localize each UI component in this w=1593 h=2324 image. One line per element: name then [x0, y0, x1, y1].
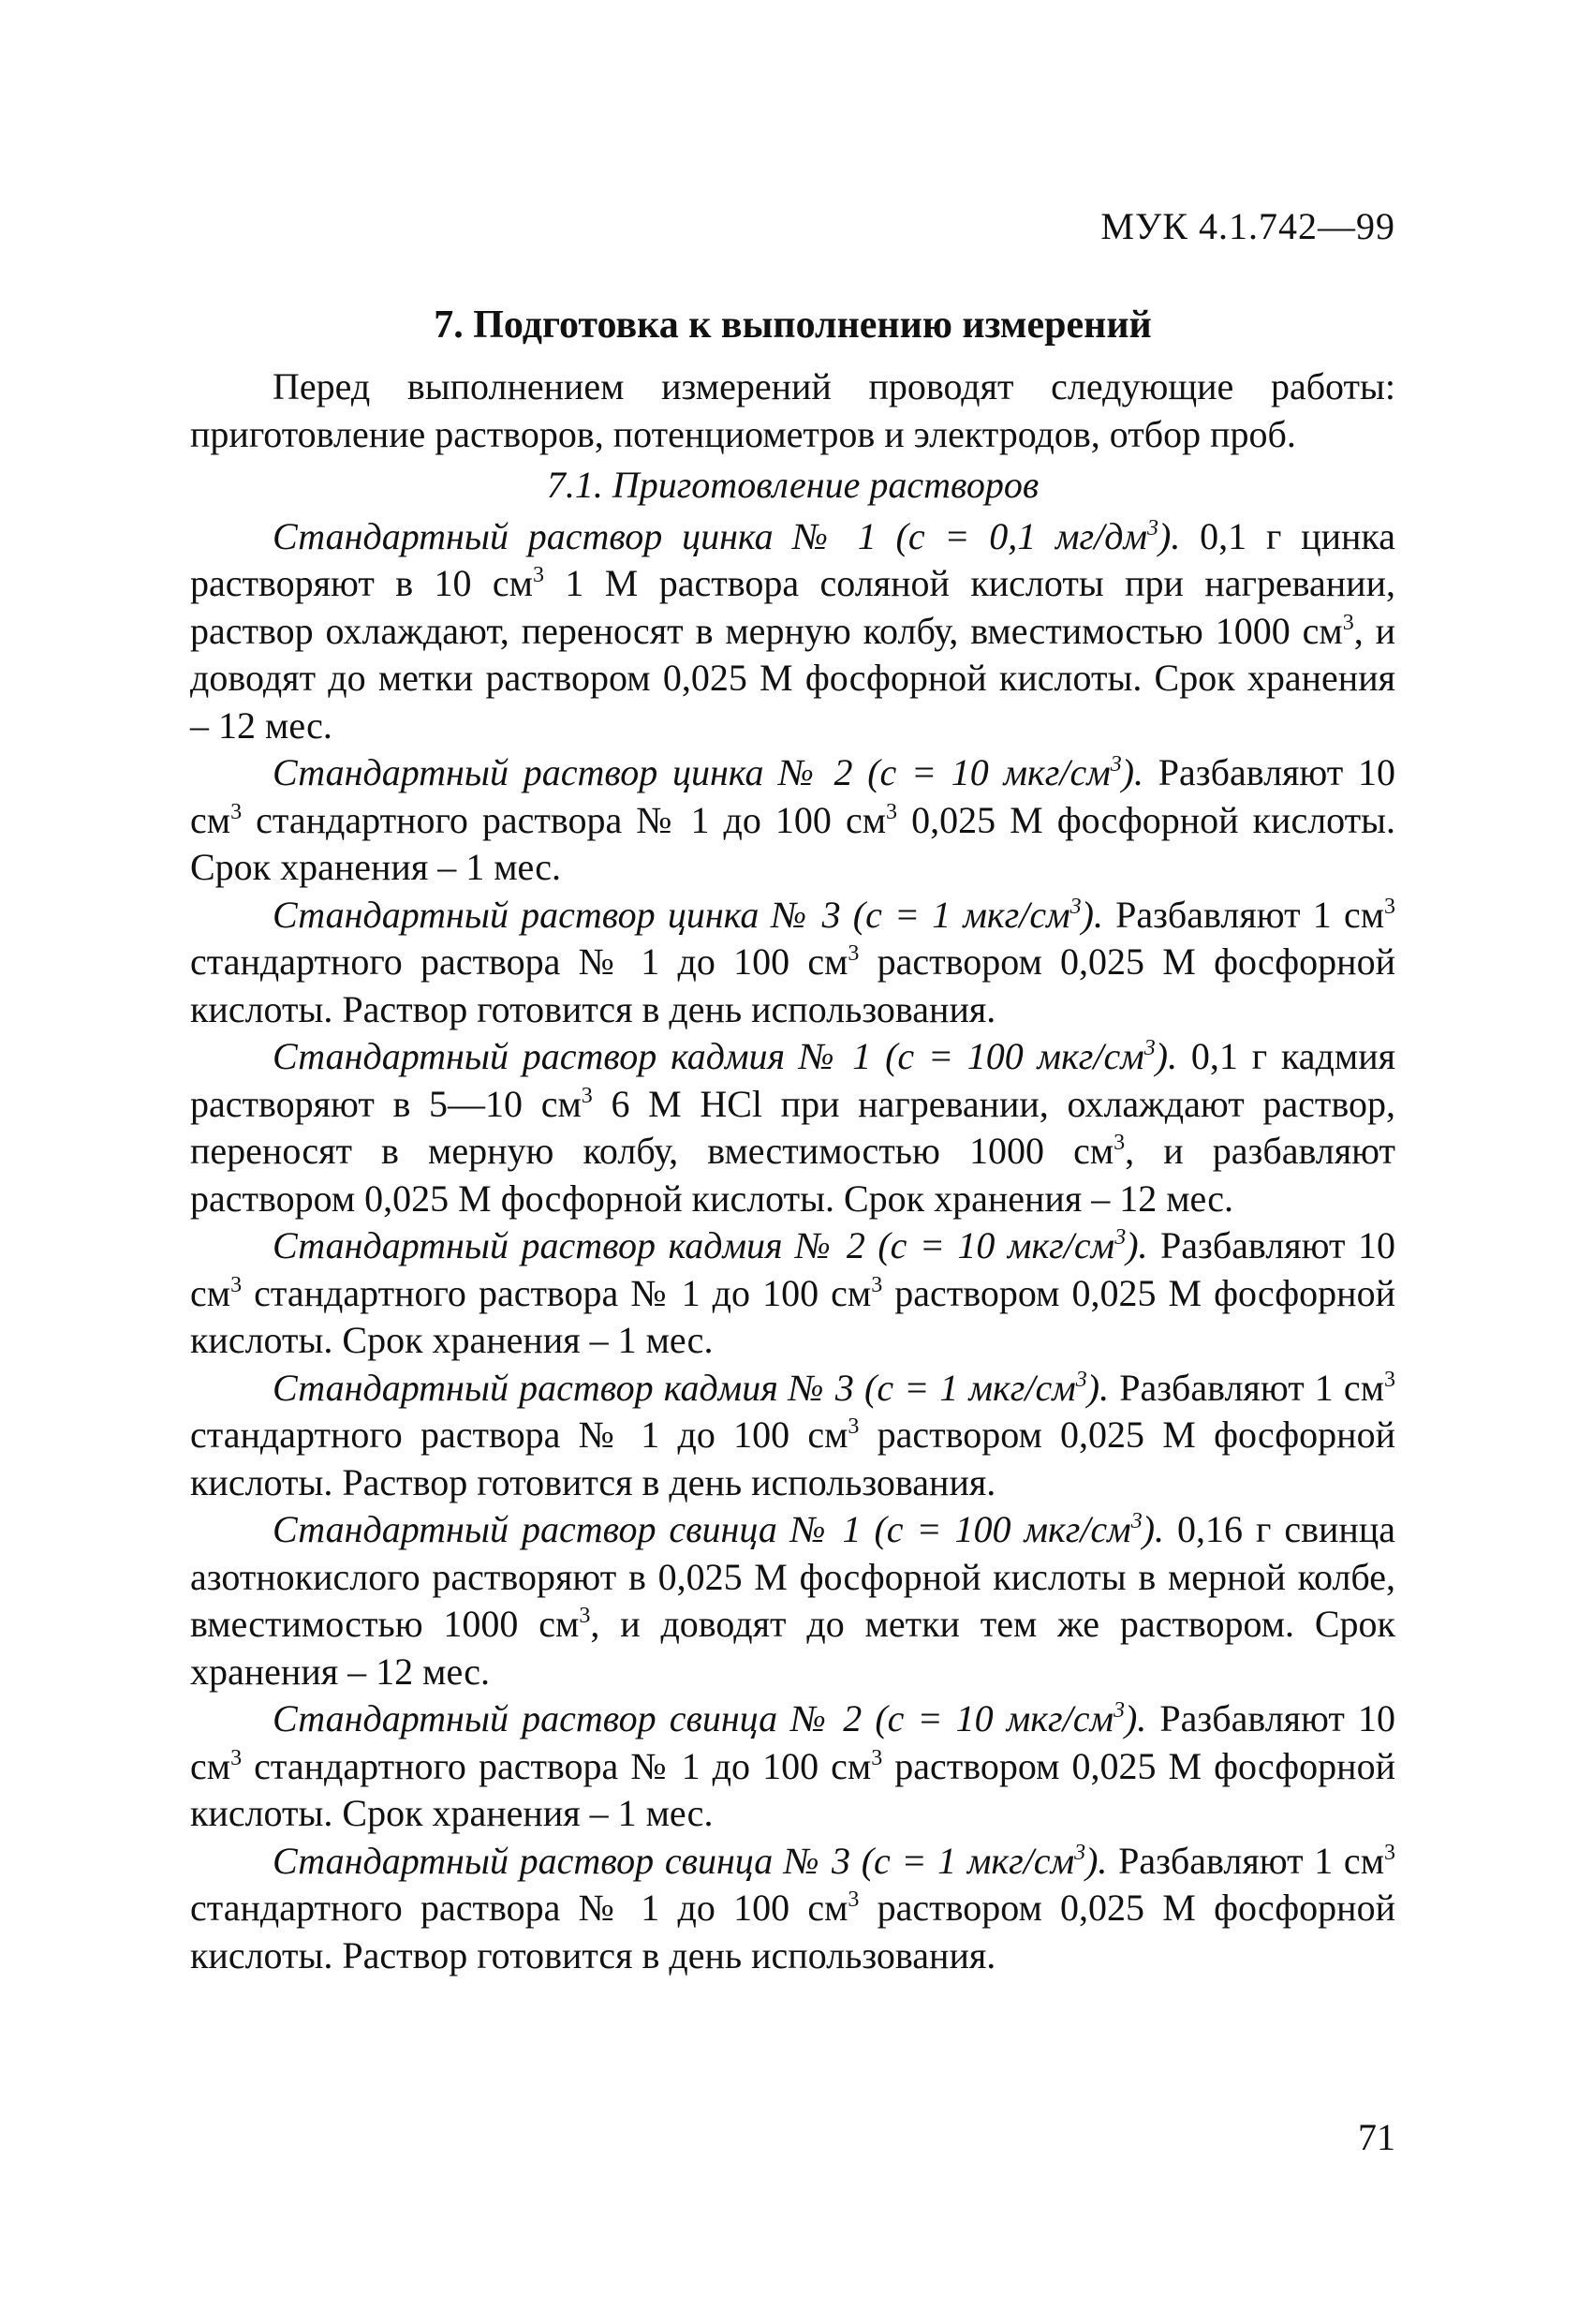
superscript: 3 [1147, 515, 1159, 540]
superscript: 3 [871, 1745, 883, 1770]
lead-lead-3: Стандартный раствор свинца № 3 (с = 1 мкг/$см^3$). [273, 1839, 1108, 1882]
paragraph-zinc-1: Стандартный раствор цинка № 1 (с = 0,1 $мг/дм^3$). 0,1 г цинка растворяют в 10 $см^3$ 1 М раствора соляной кислоты при нагревании, раствор охлаждают, переносят в мерную колбу, вместимостью 1000 $см^3$, и доводят до метки раствором 0,025 М фосфорной кислоты. Срок хранения – 12 мес. [190, 514, 1396, 747]
page-content [190, 298, 1395, 1979]
superscript: 3 [1075, 1367, 1087, 1392]
section-title: 7. Подготовка к выполнению измерений [434, 303, 1152, 347]
paragraph-cadmium-3: Стандартный раствор кадмия № 3 (с = 1 мкг/$см^3$). Разбавляют 1 $см^3$ стандартного раствора № 1 до 100 $см^3$ раствором 0,025 М фосфорной кислоты. Раствор готовится в день использования. [190, 1366, 1396, 1503]
superscript: 3 [1384, 894, 1396, 919]
superscript: 3 [848, 941, 860, 966]
lead-zinc-1: Стандартный раствор цинка № 1 (с = 0,1 $мг/дм^3$). [273, 514, 1181, 557]
lead-lead-1: Стандартный раствор свинца № 1 (с = 100 мкг/$см^3$). [273, 1508, 1165, 1550]
superscript: 3 [1074, 1840, 1086, 1865]
superscript: 3 [1130, 1509, 1143, 1533]
paragraph-lead-3: Стандартный раствор свинца № 3 (с = 1 мкг/$см^3$). Разбавляют 1 $см^3$ стандартного раствора № 1 до 100 $см^3$ раствором 0,025 М фосфорной кислоты. Раствор готовится в день использования. [190, 1839, 1395, 1976]
section-intro-paragraph: Перед выполнением измерений проводят следующие работы: приготовление растворов, потенциометров и электродов, отбор проб. [190, 365, 1395, 455]
superscript: 3 [1342, 610, 1354, 635]
running-head-doc-code: МУК 4.1.742—99 [1100, 205, 1395, 247]
lead-cadmium-2: Стандартный раствор кадмия № 2 (с = 10 мкг/$см^3$). [273, 1224, 1148, 1266]
paragraph-zinc-3: Стандартный раствор цинка № 3 (с = 1 мкг/$см^3$). Разбавляют 1 $см^3$ стандартного раствора № 1 до 100 $см^3$ раствором 0,025 М фосфорной кислоты. Раствор готовится в день использования. [190, 893, 1396, 1030]
paragraph-lead-2: Стандартный раствор свинца № 2 (с = 10 мкг/$см^3$). Разбавляют 10 $см^3$ стандартного раствора № 1 до 100 $см^3$ раствором 0,025 М фосфорной кислоты. Срок хранения – 1 мес. [190, 1697, 1396, 1834]
paragraph-lead-1: Стандартный раствор свинца № 1 (с = 100 мкг/$см^3$). 0,16 г свинца азотнокислого растворяют в 0,025 М фосфорной кислоты в мерной колбе, вместимостью 1000 $см^3$, и доводят до метки тем же раствором. Срок хранения – 12 мес. [190, 1508, 1395, 1693]
superscript: 3 [848, 1414, 860, 1439]
paragraph-cadmium-2: Стандартный раствор кадмия № 2 (с = 10 мкг/$см^3$). Разбавляют 10 $см^3$ стандартного раствора № 1 до 100 $см^3$ раствором 0,025 М фосфорной кислоты. Срок хранения – 1 мес. [190, 1224, 1396, 1361]
superscript: 3 [579, 1604, 591, 1628]
paragraph-cadmium-1: Стандартный раствор кадмия № 1 (с = 100 мкг/$см^3$). 0,1 г кадмия растворяют в 5—10 $см^3$ 6 М HCl при нагревании, охлаждают раствор, переносят в мерную колбу, вместимостью 1000 $см^3$, и разбавляют раствором 0,025 М фосфорной кислоты. Срок хранения – 12 мес. [190, 1035, 1396, 1220]
lead-cadmium-3: Стандартный раствор кадмия № 3 (с = 1 мкг/$см^3$). [273, 1366, 1110, 1409]
superscript: 3 [1143, 1036, 1156, 1060]
superscript: 3 [533, 563, 544, 587]
paragraph-zinc-2: Стандартный раствор цинка № 2 (с = 10 мкг/$см^3$). Разбавляют 10 $см^3$ стандартного раствора № 1 до 100 $см^3$ 0,025 М фосфорной кислоты. Срок хранения – 1 мес. [190, 751, 1396, 888]
superscript: 3 [230, 1272, 243, 1297]
subsection-title: 7.1. Приготовление растворов [546, 464, 1040, 506]
superscript: 3 [1110, 752, 1122, 777]
superscript: 3 [871, 1272, 883, 1297]
page-number: 71 [1358, 2116, 1395, 2158]
superscript: 3 [1069, 894, 1082, 919]
superscript: 3 [1384, 1840, 1395, 1865]
lead-zinc-3: Стандартный раствор цинка № 3 (с = 1 мкг/$см^3$). [273, 893, 1103, 936]
superscript: 3 [848, 1887, 860, 1912]
superscript: 3 [1384, 1367, 1396, 1392]
superscript: 3 [1114, 1225, 1127, 1250]
lead-lead-2: Стандартный раствор свинца № 2 (с = 10 мкг/$см^3$). [273, 1697, 1147, 1739]
superscript: 3 [1114, 1131, 1126, 1155]
superscript: 3 [1113, 1698, 1125, 1723]
lead-zinc-2: Стандартный раствор цинка № 2 (с = 10 мкг/$см^3$). [273, 751, 1144, 793]
lead-cadmium-1: Стандартный раствор кадмия № 1 (с = 100 мкг/$см^3$). [273, 1035, 1178, 1077]
superscript: 3 [581, 1083, 593, 1108]
superscript: 3 [886, 799, 898, 824]
superscript: 3 [230, 799, 243, 824]
superscript: 3 [230, 1745, 243, 1770]
